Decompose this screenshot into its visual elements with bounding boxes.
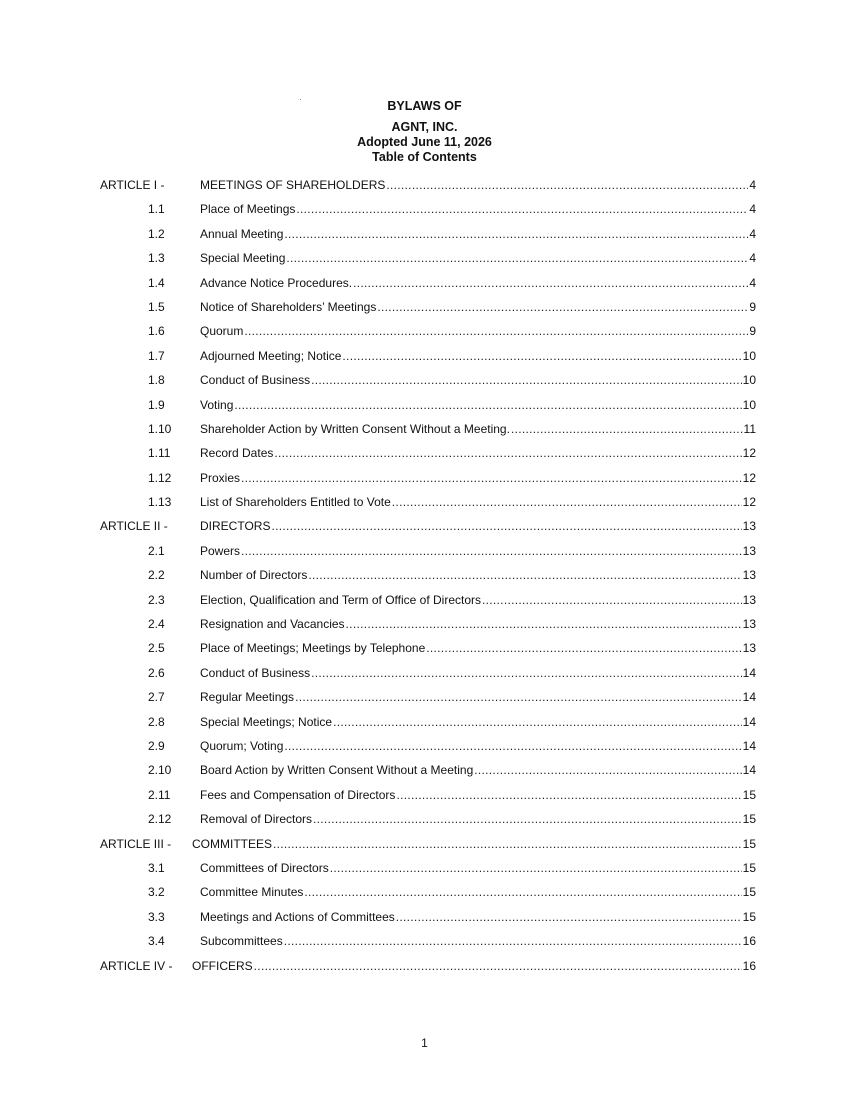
dot-leader bbox=[474, 763, 741, 777]
dot-leader bbox=[296, 202, 748, 216]
toc-entry-page: 14 bbox=[742, 690, 756, 705]
toc-entry-page: 10 bbox=[742, 348, 756, 363]
toc-entry-leader-line bbox=[200, 349, 756, 363]
toc-entry-leader-line bbox=[200, 690, 756, 704]
toc-entry-title[interactable]: Proxies bbox=[200, 470, 241, 485]
toc-entry-title[interactable]: Quorum bbox=[200, 324, 244, 339]
toc-entry-leader-line bbox=[200, 202, 756, 216]
toc-entry-leader-line bbox=[200, 373, 756, 387]
toc-entry-page: 4 bbox=[749, 226, 756, 241]
toc-entry-title[interactable]: Conduct of Business bbox=[200, 373, 311, 388]
dot-leader bbox=[234, 398, 741, 412]
toc-entry-number: 1.1 bbox=[148, 202, 165, 217]
doc-title-line1: BYLAWS OF bbox=[387, 99, 462, 113]
toc-section-entry[interactable] bbox=[0, 444, 849, 468]
toc-entry-title[interactable]: Powers bbox=[200, 543, 241, 558]
toc-entry-title[interactable]: Notice of Shareholders’ Meetings bbox=[200, 299, 377, 314]
toc-section-entry[interactable] bbox=[0, 322, 849, 346]
toc-entry-leader-line bbox=[200, 763, 756, 777]
toc-entry-leader-line bbox=[200, 227, 756, 241]
dot-leader bbox=[284, 227, 748, 241]
toc-entry-leader-line bbox=[200, 885, 756, 899]
dot-leader bbox=[386, 178, 748, 192]
toc-section-entry[interactable] bbox=[0, 639, 849, 663]
toc-entry-number: 1.8 bbox=[148, 373, 165, 388]
toc-entry-number: 2.6 bbox=[148, 665, 165, 680]
toc-entry-number: ARTICLE IV - bbox=[100, 958, 173, 973]
toc-section-entry[interactable] bbox=[0, 371, 849, 395]
toc-entry-title[interactable]: Subcommittees bbox=[200, 934, 283, 949]
toc-entry-page: 15 bbox=[742, 885, 756, 900]
toc-entry-title[interactable]: Voting bbox=[200, 397, 234, 412]
toc-entry-leader-line bbox=[200, 617, 756, 631]
toc-entry-number: 2.11 bbox=[148, 787, 171, 802]
toc-entry-number: 1.5 bbox=[148, 299, 165, 314]
toc-entry-page: 12 bbox=[742, 495, 756, 510]
toc-entry-number: 3.4 bbox=[148, 934, 165, 949]
toc-entry-title[interactable]: Conduct of Business bbox=[200, 665, 311, 680]
toc-article-entry[interactable] bbox=[0, 517, 849, 541]
toc-entry-title[interactable]: Board Action by Written Consent Without a Meeting bbox=[200, 763, 474, 778]
toc-entry-leader-line bbox=[200, 861, 756, 875]
dot-leader bbox=[311, 373, 742, 387]
toc-entry-number: 2.4 bbox=[148, 617, 165, 632]
document-header bbox=[0, 99, 849, 165]
toc-entry-number: 1.12 bbox=[148, 470, 172, 485]
toc-entry-leader-line bbox=[200, 812, 756, 826]
dot-leader bbox=[396, 788, 741, 802]
dot-leader bbox=[271, 519, 741, 533]
toc-section-entry[interactable] bbox=[0, 761, 849, 785]
dot-leader bbox=[308, 568, 741, 582]
dot-leader bbox=[304, 885, 741, 899]
toc-entry-leader-line bbox=[200, 276, 756, 290]
toc-section-entry[interactable] bbox=[0, 298, 849, 322]
toc-entry-page: 15 bbox=[742, 787, 756, 802]
toc-entry-title[interactable]: MEETINGS OF SHAREHOLDERS bbox=[200, 178, 386, 192]
toc-entry-leader-line bbox=[200, 910, 756, 924]
dot-leader bbox=[295, 690, 742, 704]
toc-entry-leader-line bbox=[200, 471, 756, 485]
toc-entry-page: 12 bbox=[742, 470, 756, 485]
toc-entry-leader-line bbox=[200, 495, 756, 509]
dot-leader bbox=[241, 544, 742, 558]
toc-entry-number: 3.2 bbox=[148, 885, 165, 900]
toc-entry-title[interactable]: Place of Meetings; Meetings by Telephone bbox=[200, 641, 426, 656]
toc-entry-page: 4 bbox=[749, 251, 756, 266]
toc-entry-page: 13 bbox=[742, 592, 756, 607]
toc-entry-page: 13 bbox=[742, 543, 756, 558]
toc-entry-page: 4 bbox=[749, 275, 756, 290]
toc-entry-title[interactable]: Number of Directors bbox=[200, 568, 308, 583]
toc-entry-leader-line bbox=[200, 641, 756, 655]
toc-entry-page: 13 bbox=[742, 617, 756, 632]
dot-leader bbox=[333, 715, 742, 729]
dot-leader bbox=[353, 276, 748, 290]
toc-section-entry[interactable] bbox=[0, 225, 849, 249]
toc-entry-number: 1.2 bbox=[148, 226, 165, 241]
toc-entry-leader-line bbox=[200, 422, 756, 436]
toc-section-entry[interactable] bbox=[0, 688, 849, 712]
toc-section-entry[interactable] bbox=[0, 200, 849, 224]
table-of-contents bbox=[0, 176, 849, 981]
toc-section-entry[interactable] bbox=[0, 469, 849, 493]
toc-article-entry[interactable] bbox=[0, 835, 849, 859]
toc-entry-page: 14 bbox=[742, 665, 756, 680]
dot-leader bbox=[482, 593, 742, 607]
toc-entry-leader-line bbox=[200, 544, 756, 558]
toc-section-entry[interactable] bbox=[0, 810, 849, 834]
toc-entry-number: 2.12 bbox=[148, 812, 172, 827]
toc-entry-title[interactable]: Shareholder Action by Written Consent Without a Meeting. bbox=[200, 421, 510, 436]
toc-entry-page: 15 bbox=[742, 909, 756, 924]
toc-entry-number: 2.3 bbox=[148, 592, 165, 607]
toc-entry-page: 9 bbox=[749, 324, 756, 339]
toc-entry-number: 2.1 bbox=[148, 543, 165, 558]
toc-entry-title[interactable]: Annual Meeting bbox=[200, 226, 284, 241]
dot-leader bbox=[254, 959, 742, 973]
toc-entry-leader-line bbox=[200, 593, 756, 607]
toc-entry-page: 14 bbox=[742, 763, 756, 778]
toc-entry-page: 14 bbox=[742, 714, 756, 729]
page-number: 1 bbox=[421, 1036, 428, 1050]
dot-leader bbox=[330, 861, 742, 875]
toc-entry-page: 14 bbox=[742, 738, 756, 753]
toc-entry-number: ARTICLE II - bbox=[100, 519, 168, 534]
toc-section-entry[interactable] bbox=[0, 737, 849, 761]
dot-leader bbox=[511, 422, 743, 436]
toc-entry-number: 1.7 bbox=[148, 348, 165, 363]
toc-entry-title[interactable]: Quorum; Voting bbox=[200, 738, 284, 753]
toc-entry-page: 16 bbox=[742, 958, 756, 973]
dot-leader bbox=[286, 251, 748, 265]
toc-entry-number: ARTICLE III - bbox=[100, 836, 172, 851]
dot-leader bbox=[392, 495, 742, 509]
toc-entry-title[interactable]: Resignation and Vacancies bbox=[200, 617, 345, 632]
toc-entry-number: 1.10 bbox=[148, 421, 172, 436]
toc-section-entry[interactable] bbox=[0, 591, 849, 615]
toc-entry-number: 3.3 bbox=[148, 909, 165, 924]
toc-entry-number: 2.8 bbox=[148, 714, 165, 729]
toc-entry-page: 15 bbox=[742, 836, 756, 851]
dot-leader bbox=[241, 471, 742, 485]
toc-entry-title[interactable]: Meetings and Actions of Committees bbox=[200, 909, 395, 924]
dot-leader bbox=[342, 349, 741, 363]
toc-entry-number: 2.9 bbox=[148, 738, 165, 753]
toc-entry-title[interactable]: Fees and Compensation of Directors bbox=[200, 787, 396, 802]
toc-section-entry[interactable] bbox=[0, 566, 849, 590]
toc-entry-title[interactable]: Special Meetings; Notice bbox=[200, 714, 333, 729]
dot-leader bbox=[273, 837, 742, 851]
toc-entry-page: 4 bbox=[749, 178, 756, 192]
toc-section-entry[interactable] bbox=[0, 347, 849, 371]
toc-entry-leader-line bbox=[200, 788, 756, 802]
toc-entry-title[interactable]: Election, Qualification and Term of Office of Directors bbox=[200, 592, 482, 607]
dot-leader bbox=[311, 666, 742, 680]
dot-leader bbox=[396, 910, 742, 924]
toc-section-entry[interactable] bbox=[0, 932, 849, 956]
toc-entry-number: 1.3 bbox=[148, 251, 165, 266]
toc-entry-title[interactable]: OFFICERS bbox=[192, 958, 253, 973]
toc-section-entry[interactable] bbox=[0, 542, 849, 566]
dot-leader bbox=[346, 617, 742, 631]
toc-entry-leader-line bbox=[200, 300, 756, 314]
toc-section-entry[interactable] bbox=[0, 883, 849, 907]
toc-entry-page: 10 bbox=[742, 397, 756, 412]
toc-section-entry[interactable] bbox=[0, 615, 849, 639]
toc-entry-leader-line bbox=[200, 666, 756, 680]
toc-entry-page: 15 bbox=[742, 812, 756, 827]
toc-entry-title[interactable]: COMMITTEES bbox=[192, 836, 272, 851]
dot-leader bbox=[426, 641, 741, 655]
toc-entry-title[interactable]: Adjourned Meeting; Notice bbox=[200, 348, 342, 363]
dot-leader bbox=[377, 300, 748, 314]
toc-section-entry[interactable] bbox=[0, 274, 849, 298]
toc-entry-number: 3.1 bbox=[148, 860, 165, 875]
toc-entry-title[interactable]: Removal of Directors bbox=[200, 812, 313, 827]
toc-entry-title[interactable]: Record Dates bbox=[200, 446, 274, 461]
toc-article-entry[interactable] bbox=[0, 176, 849, 200]
toc-entry-leader-line bbox=[192, 837, 756, 851]
toc-entry-leader-line bbox=[200, 178, 756, 192]
toc-entry-leader-line bbox=[192, 959, 756, 973]
toc-entry-page: 13 bbox=[742, 641, 756, 656]
toc-entry-number: 1.9 bbox=[148, 397, 165, 412]
toc-entry-leader-line bbox=[200, 251, 756, 265]
toc-entry-number: 1.13 bbox=[148, 495, 172, 510]
toc-section-entry[interactable] bbox=[0, 249, 849, 273]
toc-entry-title[interactable]: List of Shareholders Entitled to Vote bbox=[200, 495, 391, 510]
toc-entry-page: 11 bbox=[743, 421, 756, 436]
toc-entry-title[interactable]: Special Meeting bbox=[200, 251, 286, 266]
dot-leader bbox=[284, 934, 742, 948]
toc-section-entry[interactable] bbox=[0, 420, 849, 444]
toc-entry-number: 2.2 bbox=[148, 568, 165, 583]
toc-entry-leader-line bbox=[200, 739, 756, 753]
toc-section-entry[interactable] bbox=[0, 493, 849, 517]
toc-section-entry[interactable] bbox=[0, 786, 849, 810]
toc-entry-page: 4 bbox=[749, 202, 756, 217]
toc-entry-page: 10 bbox=[742, 373, 756, 388]
toc-entry-page: 16 bbox=[742, 934, 756, 949]
toc-entry-leader-line bbox=[200, 934, 756, 948]
toc-entry-leader-line bbox=[200, 568, 756, 582]
toc-article-entry[interactable] bbox=[0, 957, 849, 981]
toc-entry-number: 2.7 bbox=[148, 690, 165, 705]
dot-leader bbox=[244, 324, 748, 338]
dot-leader bbox=[313, 812, 742, 826]
company-name: AGNT, INC. bbox=[391, 120, 458, 134]
toc-entry-number: 2.10 bbox=[148, 763, 172, 778]
toc-entry-title[interactable]: Regular Meetings bbox=[200, 690, 295, 705]
toc-entry-page: 13 bbox=[742, 568, 756, 583]
toc-section-entry[interactable] bbox=[0, 859, 849, 883]
toc-entry-leader-line bbox=[200, 446, 756, 460]
toc-entry-number: 1.4 bbox=[148, 275, 165, 290]
toc-entry-leader-line bbox=[200, 398, 756, 412]
toc-entry-number: 2.5 bbox=[148, 641, 165, 656]
toc-section-entry[interactable] bbox=[0, 713, 849, 737]
toc-heading: Table of Contents bbox=[372, 150, 477, 164]
toc-section-entry[interactable] bbox=[0, 664, 849, 688]
toc-entry-leader-line bbox=[200, 715, 756, 729]
toc-entry-title[interactable]: Advance Notice Procedures. bbox=[200, 275, 353, 290]
adopted-date: Adopted June 11, 2026 bbox=[357, 135, 492, 149]
toc-entry-page: 13 bbox=[742, 519, 756, 534]
toc-entry-page: 12 bbox=[742, 446, 756, 461]
dot-leader bbox=[274, 446, 741, 460]
toc-entry-title[interactable]: DIRECTORS bbox=[200, 519, 271, 534]
toc-section-entry[interactable] bbox=[0, 908, 849, 932]
toc-entry-title[interactable]: Committees of Directors bbox=[200, 860, 329, 875]
toc-entry-title[interactable]: Committee Minutes bbox=[200, 885, 304, 900]
dot-leader bbox=[284, 739, 741, 753]
toc-entry-page: 9 bbox=[749, 299, 756, 314]
toc-entry-leader-line bbox=[200, 519, 756, 533]
toc-entry-page: 15 bbox=[742, 860, 756, 875]
toc-entry-number: 1.11 bbox=[148, 446, 171, 461]
toc-section-entry[interactable] bbox=[0, 396, 849, 420]
toc-entry-number: ARTICLE I - bbox=[100, 178, 165, 192]
toc-entry-number: 1.6 bbox=[148, 324, 165, 339]
toc-entry-leader-line bbox=[200, 324, 756, 338]
toc-entry-title[interactable]: Place of Meetings bbox=[200, 202, 296, 217]
